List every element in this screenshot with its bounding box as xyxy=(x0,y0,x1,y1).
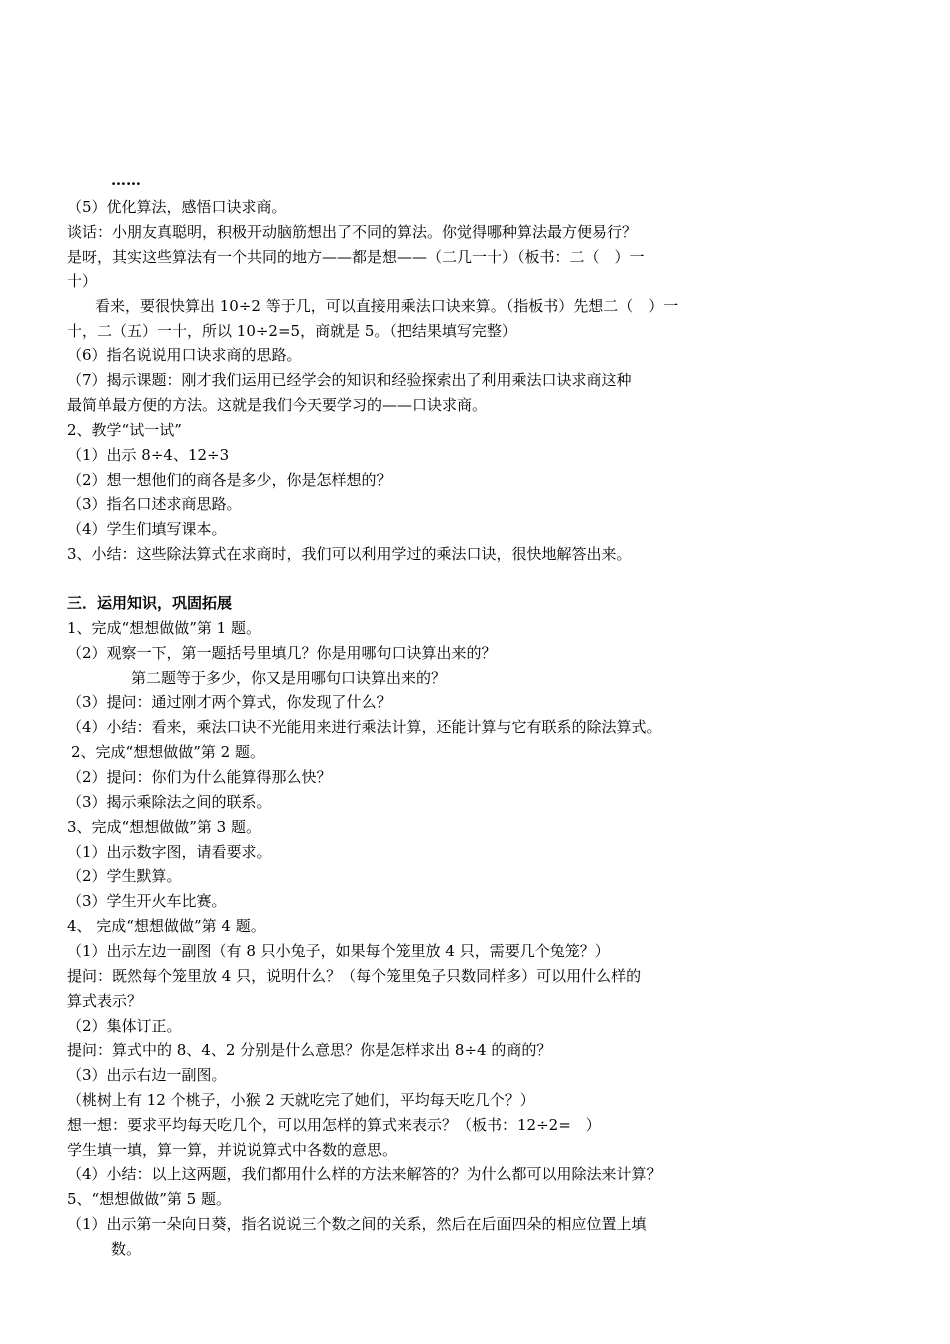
text-line: （3）出示右边一副图。 xyxy=(67,1066,227,1084)
text-line: （2）想一想他们的商各是多少，你是怎样想的？ xyxy=(67,471,392,489)
text-line: 算式表示？ xyxy=(67,992,143,1010)
text-line: （3）揭示乘除法之间的联系。 xyxy=(67,793,272,811)
ellipsis: …… xyxy=(111,171,141,189)
text-line: （1）出示数字图，请看要求。 xyxy=(67,843,272,861)
text-line: （1）出示左边一副图（有 8 只小兔子，如果每个笼里放 4 只，需要几个兔笼？） xyxy=(67,942,610,960)
text-line: （2）集体订正。 xyxy=(67,1017,182,1035)
section-heading: 三．运用知识，巩固拓展 xyxy=(67,594,233,612)
text-line: 1、完成“想想做做”第 1 题。 xyxy=(67,619,261,637)
text-line: 4、 完成“想想做做”第 4 题。 xyxy=(67,917,266,935)
text-line: （1）出示 8÷4、12÷3 xyxy=(67,446,230,464)
text-line: （2）学生默算。 xyxy=(67,867,182,885)
text-line: 3、小结：这些除法算式在求商时，我们可以利用学过的乘法口诀，很快地解答出来。 xyxy=(67,545,632,563)
text-line: （3）学生开火车比赛。 xyxy=(67,892,227,910)
text-line: 5、“想想做做”第 5 题。 xyxy=(67,1190,231,1208)
text-line: （4）小结：以上这两题，我们都用什么样的方法来解答的？为什么都可以用除法来计算？ xyxy=(67,1165,662,1183)
text-line: （3）提问：通过刚才两个算式，你发现了什么？ xyxy=(67,693,392,711)
text-line: 最简单最方便的方法。这就是我们今天要学习的——口诀求商。 xyxy=(67,396,488,414)
text-line: 第二题等于多少，你又是用哪句口诀算出来的？ xyxy=(131,669,447,687)
text-line: （3）指名口述求商思路。 xyxy=(67,495,242,513)
text-line: （5）优化算法，感悟口诀求商。 xyxy=(67,198,287,216)
text-line: （4）学生们填写课本。 xyxy=(67,520,227,538)
text-line: 看来，要很快算出 10÷2 等于几，可以直接用乘法口诀来算。（指板书）先想二（ ）一 xyxy=(95,297,679,315)
text-line: 是呀，其实这些算法有一个共同的地方——都是想——（二几一十）（板书：二（ ）一 xyxy=(67,248,645,266)
text-line: 学生填一填，算一算，并说说算式中各数的意思。 xyxy=(67,1141,398,1159)
text-line: 提问：既然每个笼里放 4 只，说明什么？（每个笼里兔子只数同样多）可以用什么样的 xyxy=(67,967,642,985)
text-line: 数。 xyxy=(111,1240,142,1258)
text-line: （桃树上有 12 个桃子，小猴 2 天就吃完了她们，平均每天吃几个？） xyxy=(67,1091,535,1109)
text-line: （4）小结：看来，乘法口诀不光能用来进行乘法计算，还能计算与它有联系的除法算式。 xyxy=(67,718,662,736)
text-line: （1）出示第一朵向日葵，指名说说三个数之间的关系，然后在后面四朵的相应位置上填 xyxy=(67,1215,647,1233)
text-line: 提问：算式中的 8、4、2 分别是什么意思？你是怎样求出 8÷4 的商的？ xyxy=(67,1041,552,1059)
text-line: （2）提问：你们为什么能算得那么快？ xyxy=(67,768,332,786)
text-line: 谈话：小朋友真聪明，积极开动脑筋想出了不同的算法。你觉得哪种算法最方便易行？ xyxy=(67,223,638,241)
text-line: 十） xyxy=(67,272,98,290)
text-line: （2）观察一下，第一题括号里填几？你是用哪句口诀算出来的？ xyxy=(67,644,497,662)
text-line: 2、完成“想想做做”第 2 题。 xyxy=(71,743,265,761)
text-line: （7）揭示课题：刚才我们运用已经学会的知识和经验探索出了利用乘法口诀求商这种 xyxy=(67,371,632,389)
text-line: 2、教学“试一试” xyxy=(67,421,182,439)
text-line: 想一想：要求平均每天吃几个，可以用怎样的算式来表示？（板书：12÷2= ） xyxy=(67,1116,601,1134)
text-line: 3、完成“想想做做”第 3 题。 xyxy=(67,818,261,836)
text-line: 十，二（五）一十，所以 10÷2=5，商就是 5。（把结果填写完整） xyxy=(67,322,517,340)
text-line: （6）指名说说用口诀求商的思路。 xyxy=(67,346,302,364)
